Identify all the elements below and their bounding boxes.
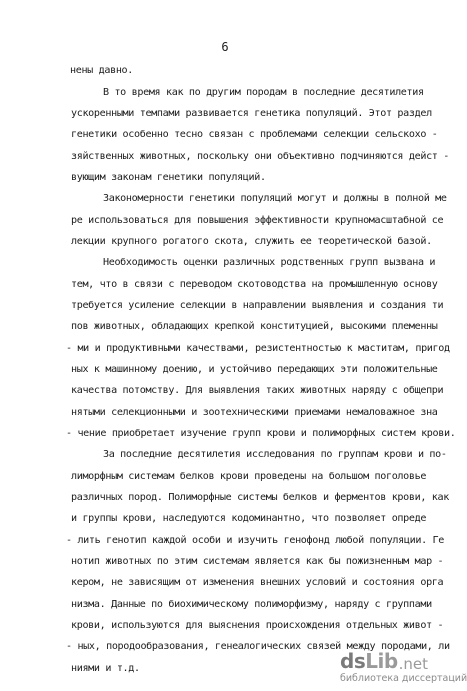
- text-line: зяйственных животных, поскольку они объективно подчиняются дейст -: [71, 151, 449, 162]
- text-line: лиморфным системам белков крови проведены на большом поголовье: [71, 471, 427, 482]
- text-line: требуется усиление селекции в направлении выявления и создания ти: [71, 300, 444, 311]
- text-line: нятыми селекционными и зоотехническими приемами немаловажное зна: [71, 407, 438, 418]
- text-line: различных пород. Полиморфные системы белков и ферментов крови, как: [71, 492, 449, 503]
- dslib-watermark: [340, 647, 467, 685]
- text-line: низма. Данные по биохимическому полиморфизму, наряду с группами: [71, 599, 432, 610]
- text-line: Необходимость оценки различных родственных групп вызвана и: [103, 257, 436, 268]
- text-line: ных к машинному доению, и устойчиво передающих эти положительные: [71, 364, 438, 375]
- text-line: - чение приобретает изучение групп крови и полиморфных систем крови.: [66, 428, 456, 439]
- text-line: лекции крупного рогатого скота, служить ее теоретической базой.: [71, 236, 432, 247]
- text-line: кером, не зависящим от изменения внешних условий и состояния орга: [71, 577, 444, 588]
- text-line: - лить генотип каждой особи и изучить генофонд любой популяции. Ге: [66, 535, 444, 546]
- text-line: нены давно.: [70, 65, 133, 76]
- logo-ds: ds: [340, 649, 366, 673]
- text-line: - ных, породообразования, генеалогических связей между породами, ли: [66, 641, 450, 652]
- text-line: ниями и т.д.: [71, 663, 140, 674]
- text-line: ускоренными темпами развивается генетика популяций. Этот раздел: [71, 108, 432, 119]
- text-line: Закономерности генетики популяций могут и должны в полной ме: [103, 193, 447, 204]
- text-line: нотип животных по этим системам является как бы пожизненным мар -: [71, 556, 444, 567]
- text-line: и группы крови, наследуются кодоминантно, что позволяет опреде: [71, 513, 427, 524]
- logo-tld: .net: [398, 655, 429, 673]
- page-number: 6: [221, 40, 229, 54]
- text-line: тем, что в связи с переводом скотоводства на промышленную основу: [71, 279, 438, 290]
- text-line: крови, используются для выяснения происхождения отдельных живот -: [71, 620, 444, 631]
- text-line: качества потомству. Для выявления таких животных наряду с общепри: [71, 385, 444, 396]
- text-line: вующим законам генетики популяций.: [71, 172, 266, 183]
- logo-lib: Lib: [365, 649, 398, 673]
- text-line: - ми и продуктивными качествами, резистентностью к маститам, пригод: [66, 343, 450, 354]
- watermark-subtitle: библиотека диссертаций: [340, 673, 467, 684]
- text-line: ре использоваться для повышения эффективности крупномасштабной се: [71, 215, 444, 226]
- text-line: генетики особенно тесно связан с проблемами селекции сельскохо -: [71, 129, 438, 140]
- text-line: пов животных, обладающих крепкой конституцией, высокими племенны: [71, 321, 438, 332]
- text-line: За последние десятилетия исследования по группам крови и по-: [103, 449, 447, 460]
- text-line: В то время как по другим породам в последние десятилетия: [103, 87, 424, 98]
- dslib-logo: [340, 647, 442, 673]
